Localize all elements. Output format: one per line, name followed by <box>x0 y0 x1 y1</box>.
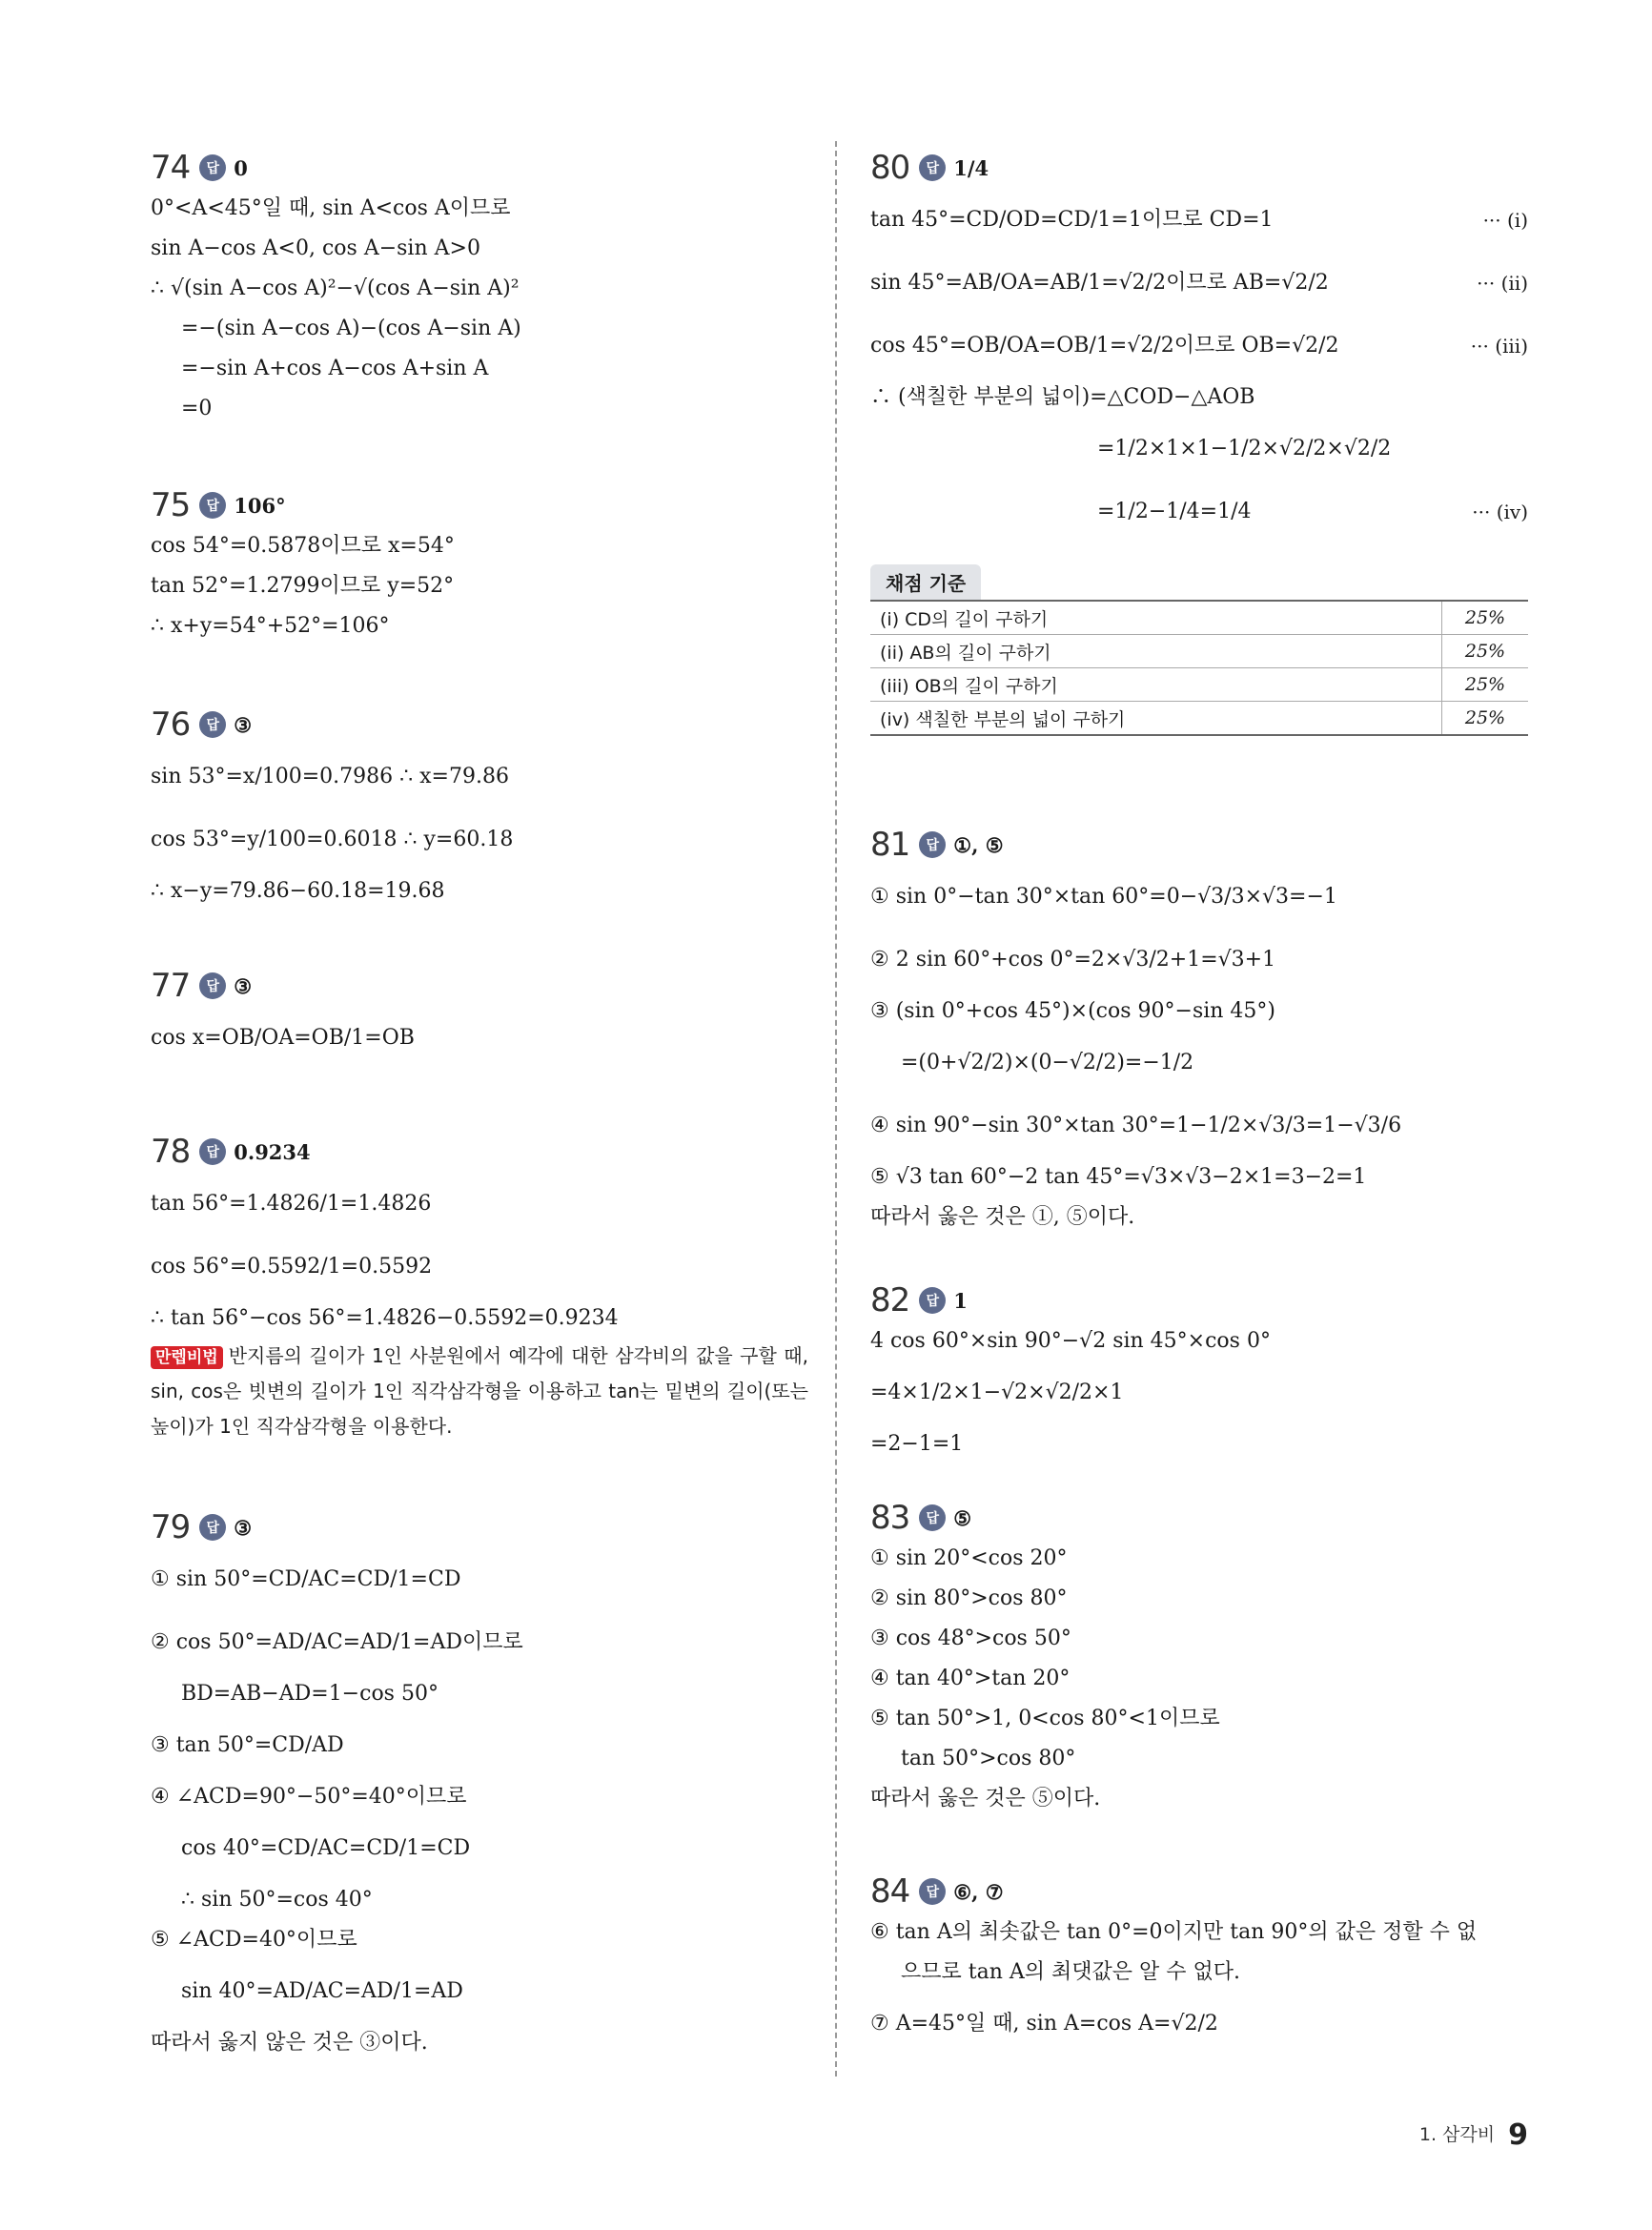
answer: 1 <box>953 1288 968 1313</box>
grading-percent: 25% <box>1442 702 1529 736</box>
grading-item: (iv) 색칠한 부분의 넓이 구하기 <box>870 702 1442 736</box>
solution-line: cos 56°=0.5592/1=0.5592 <box>151 1255 433 1279</box>
problem-number: 82 <box>870 1281 910 1320</box>
solution-line: sin 40°=AD/AC=AD/1=AD <box>181 1979 463 2003</box>
solution-line: ④ sin 90°−sin 30°×tan 30°=1−1/2×√3/3=1−√3/6 <box>870 1114 1402 1137</box>
answer: ③ <box>234 712 253 737</box>
solution-line: 4 cos 60°×sin 90°−√2 sin 45°×cos 0° <box>870 1329 1271 1353</box>
answer: 1/4 <box>953 155 989 180</box>
solution-line: sin 53°=x/100=0.7986 ∴ x=79.86 <box>151 765 509 788</box>
answer-badge: 답 <box>919 831 946 858</box>
solution-line: ④ tan 40°>tan 20° <box>870 1667 1071 1690</box>
step-mark: ··· (iv) <box>1472 501 1528 523</box>
solution-line: ③ tan 50°=CD/AD <box>151 1733 344 1757</box>
grading-item: (iii) OB의 길이 구하기 <box>870 668 1442 702</box>
solution-line: =2−1=1 <box>870 1432 964 1456</box>
problem-number: 80 <box>870 149 910 187</box>
solution-line: ① sin 50°=CD/AC=CD/1=CD <box>151 1567 461 1591</box>
grading-item: (i) CD의 길이 구하기 <box>870 601 1442 635</box>
grading-percent: 25% <box>1442 601 1529 635</box>
answer-badge: 답 <box>199 1138 226 1165</box>
solution-line: =−sin A+cos A−cos A+sin A <box>181 357 489 380</box>
problem-number: 83 <box>870 1499 910 1537</box>
solution-line: ② cos 50°=AD/AC=AD/1=AD이므로 <box>151 1630 523 1654</box>
solution-line: ⑤ tan 50°>1, 0<cos 80°<1이므로 <box>870 1707 1220 1730</box>
solution-line: ⑤ √3 tan 60°−2 tan 45°=√3×√3−2×1=3−2=1 <box>870 1165 1367 1189</box>
answer-badge: 답 <box>199 711 226 738</box>
line-text: sin 45°=AB/OA=AB/1=√2/2이므로 AB=√2/2 <box>870 271 1329 295</box>
problem-82 <box>870 1279 1528 1464</box>
problem-77 <box>151 965 808 1070</box>
solution-line: ③ (sin 0°+cos 45°)×(cos 90°−sin 45°) <box>870 999 1276 1023</box>
grading-table <box>870 600 1528 736</box>
page-footer <box>1419 2118 1528 2152</box>
problem-number: 75 <box>151 486 191 524</box>
problem-78 <box>151 1131 808 1444</box>
solution-line: 따라서 옳은 것은 ⑤이다. <box>870 1787 1101 1811</box>
tip-label: 만렙비법 <box>151 1346 223 1369</box>
problem-79 <box>151 1506 808 2063</box>
solution-line: =(0+√2/2)×(0−√2/2)=−1/2 <box>901 1051 1194 1074</box>
answer-badge: 답 <box>199 972 226 999</box>
solution-line <box>870 481 1528 543</box>
grading-percent: 25% <box>1442 635 1529 668</box>
answer-badge: 답 <box>199 154 226 181</box>
answer-badge: 답 <box>199 1514 226 1541</box>
solution-line <box>870 315 1528 378</box>
line-text: =1/2−1/4=1/4 <box>1097 500 1252 523</box>
step-mark: ··· (i) <box>1482 209 1528 232</box>
problem-number: 74 <box>151 149 191 187</box>
problem-number: 79 <box>151 1508 191 1546</box>
problem-80 <box>870 147 1528 736</box>
solution-line: ∴ √(sin A−cos A)²−√(cos A−sin A)² <box>151 276 520 300</box>
solution-line: tan 56°=1.4826/1=1.4826 <box>151 1192 432 1216</box>
problem-74 <box>151 147 808 429</box>
solution-line: ② sin 80°>cos 80° <box>870 1586 1068 1610</box>
solution-line: ∴ tan 56°−cos 56°=1.4826−0.5592=0.9234 <box>151 1306 619 1330</box>
answer: ⑥, ⑦ <box>953 1879 1004 1904</box>
answer: ③ <box>234 1515 253 1540</box>
table-row <box>870 601 1528 635</box>
answer-badge: 답 <box>919 1878 946 1905</box>
problem-number: 81 <box>870 826 910 864</box>
solution-line: ③ cos 48°>cos 50° <box>870 1626 1071 1650</box>
solution-line: BD=AB−AD=1−cos 50° <box>181 1682 438 1706</box>
solution-line: 따라서 옳은 것은 ①, ⑤이다. <box>870 1205 1135 1229</box>
solution-line: tan 52°=1.2799이므로 y=52° <box>151 574 455 598</box>
problem-83 <box>870 1497 1528 1819</box>
solution-line <box>870 189 1528 252</box>
step-mark: ··· (ii) <box>1477 272 1528 295</box>
solution-line: 으므로 tan A의 최댓값은 알 수 없다. <box>901 1960 1240 1984</box>
tip-box <box>151 1339 808 1444</box>
line-text: tan 45°=CD/OD=CD/1=1이므로 CD=1 <box>870 208 1274 232</box>
solution-line <box>870 252 1528 315</box>
answer: 0.9234 <box>234 1139 311 1164</box>
answer: ③ <box>234 973 253 998</box>
answer-badge: 답 <box>919 154 946 181</box>
grading-criteria <box>870 564 1528 736</box>
solution-line: ⑤ ∠ACD=40°이므로 <box>151 1928 357 1952</box>
page-number: 9 <box>1508 2118 1528 2152</box>
answer: 0 <box>234 155 248 180</box>
column-divider <box>835 141 837 2077</box>
solution-line: ④ ∠ACD=90°−50°=40°이므로 <box>151 1785 467 1809</box>
step-mark: ··· (iii) <box>1470 335 1528 358</box>
table-row <box>870 668 1528 702</box>
problem-number: 77 <box>151 967 191 1005</box>
solution-line: ① sin 0°−tan 30°×tan 60°=0−√3/3×√3=−1 <box>870 885 1337 909</box>
solution-line: =0 <box>181 397 213 420</box>
solution-line: ∴ x−y=79.86−60.18=19.68 <box>151 879 445 903</box>
solution-line: cos 40°=CD/AC=CD/1=CD <box>181 1836 471 1860</box>
solution-line: ∴ x+y=54°+52°=106° <box>151 614 390 638</box>
solution-line: 따라서 옳지 않은 것은 ③이다. <box>151 2031 428 2055</box>
solution-line: ∴ sin 50°=cos 40° <box>181 1888 373 1912</box>
solution-line: cos x=OB/OA=OB/1=OB <box>151 1026 415 1050</box>
table-row <box>870 635 1528 668</box>
solution-line: ⑦ A=45°일 때, sin A=cos A=√2/2 <box>870 2012 1218 2036</box>
problem-81 <box>870 824 1528 1238</box>
solution-line: cos 53°=y/100=0.6018 ∴ y=60.18 <box>151 828 514 851</box>
solution-line: =−(sin A−cos A)−(cos A−sin A) <box>181 317 521 340</box>
problem-number: 76 <box>151 706 191 744</box>
table-row <box>870 702 1528 736</box>
answer-badge: 답 <box>199 492 226 519</box>
problem-84 <box>870 1871 1528 2056</box>
solution-line: tan 50°>cos 80° <box>901 1747 1076 1770</box>
grading-title: 채점 기준 <box>870 564 981 600</box>
chapter-title: 1. 삼각비 <box>1418 2124 1496 2145</box>
problem-number: 78 <box>151 1133 191 1171</box>
solution-line: ∴ (색칠한 부분의 넓이)=△COD−△AOB <box>870 385 1255 409</box>
problem-75 <box>151 484 808 646</box>
solution-line: sin A−cos A<0, cos A−sin A>0 <box>151 236 480 260</box>
answer-badge: 답 <box>919 1287 946 1314</box>
solution-line: 0°<A<45°일 때, sin A<cos A이므로 <box>151 196 511 220</box>
problem-76 <box>151 704 808 911</box>
grading-item: (ii) AB의 길이 구하기 <box>870 635 1442 668</box>
answer: 106° <box>234 493 286 518</box>
line-text: cos 45°=OB/OA=OB/1=√2/2이므로 OB=√2/2 <box>870 334 1339 358</box>
solution-line: cos 54°=0.5878이므로 x=54° <box>151 534 455 558</box>
answer: ⑤ <box>953 1505 972 1530</box>
solution-line: ⑥ tan A의 최솟값은 tan 0°=0이지만 tan 90°의 값은 정할 수 없 <box>870 1920 1478 1944</box>
answer: ①, ⑤ <box>953 832 1004 857</box>
solution-line: ① sin 20°<cos 20° <box>870 1546 1068 1570</box>
solution-line: =1/2×1×1−1/2×√2/2×√2/2 <box>1097 437 1392 460</box>
problem-number: 84 <box>870 1872 910 1911</box>
solution-line: ② 2 sin 60°+cos 0°=2×√3/2+1=√3+1 <box>870 948 1276 972</box>
solution-line: =4×1/2×1−√2×√2/2×1 <box>870 1381 1124 1404</box>
tip-text: 반지름의 길이가 1인 사분원에서 예각에 대한 삼각비의 값을 구할 때, sin, cos은 빗변의 길이가 1인 직각삼각형을 이용하고 tan는 밑변의 길이(또는 높이)가 1인 직각삼각형을 이용한다. <box>151 1344 808 1438</box>
grading-percent: 25% <box>1442 668 1529 702</box>
answer-badge: 답 <box>919 1504 946 1531</box>
